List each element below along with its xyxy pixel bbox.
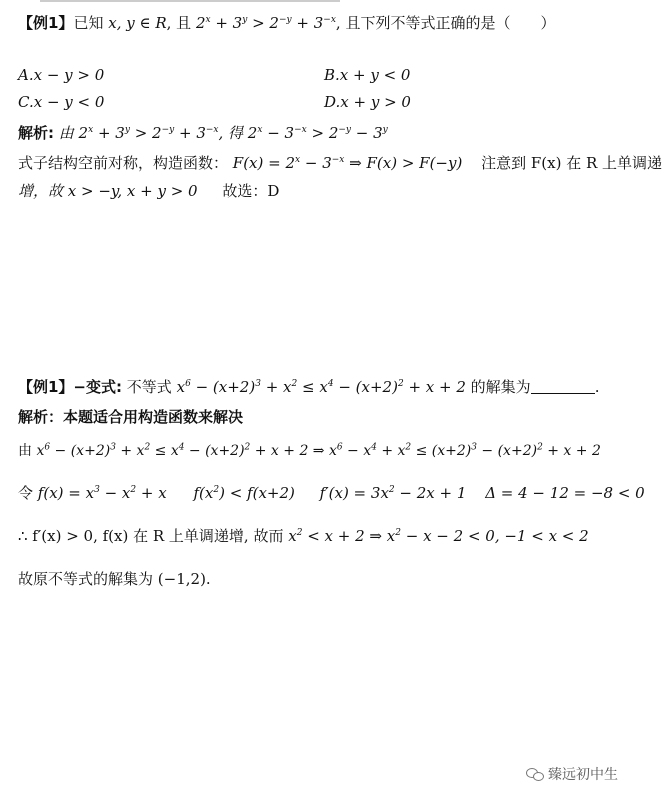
ex1-analysis-line3: 增，故 x > −y, x + y > 0 故选：D [18, 182, 280, 200]
wechat-icon [526, 767, 544, 781]
option-c: C.x − y < 0 [18, 93, 105, 111]
option-d: D.x + y > 0 [324, 93, 411, 111]
answer: 故选：D [222, 182, 280, 200]
ex1v-stem: 【例1】−变式: 不等式 $x^6 - (x+2)^3 + x^2 \le x^4 - (x+2)^2 + x + 2$ 的解集为 . [18, 378, 600, 396]
answer-blank [531, 379, 595, 394]
ex1v-line3: ∴ f′(x) > 0, f(x) 在 R 上单调递增, 故而 $x^2 < x + 2$ ⇒ $x^2 - x - 2 < 0$, −1 < x < 2 [18, 527, 589, 545]
option-a: A.x − y > 0 [18, 66, 105, 84]
ex1-stem: 【例1】已知 x, y ∈ R, 且 $2^x + 3^y > 2^{-y} + 3^{-x}$, 且下列不等式正确的是（ ） [18, 14, 556, 32]
analysis-label: 解析: [18, 124, 54, 142]
ex1v-analysis-heading: 解析：本题适合用构造函数来解决 [18, 408, 244, 426]
watermark: 臻远初中生 [526, 764, 618, 784]
ex1v-line4: 故原不等式的解集为 (−1,2). [18, 570, 211, 588]
option-b: B.x + y < 0 [324, 66, 411, 84]
ex1v-line2: 令 $f(x) = x^3 - x^2 + x$ $f(x^2) < f(x+2) f'(x) = 3x^2 - 2x + 1$ Δ = 4 − 12 = −8 < 0 [18, 484, 645, 502]
ex1-analysis-line1: 解析: 由 $2^x + 3^y > 2^{-y} + 3^{-x}$, 得 $2^x - 3^{-x} > 2^{-y} - 3^y$ [18, 124, 388, 142]
ex1v-line1: 由 $x^6 - (x+2)^3 + x^2 \le x^4 - (x+2)^2 + x + 2$ ⇒ $x^6 - x^4 + x^2 \le (x+2)^3 - (x+2)^2 + x + 2$ [18, 442, 601, 459]
cropped-top-edge [0, 0, 640, 7]
ex1-label: 【例1】 [18, 14, 74, 32]
ex1-analysis-line2: 式子结构空前对称，构造函数： $F(x) = 2^x - 3^{-x}$ ⇒ F(x) > F(−y) 注意到 F(x) 在 R 上单调递 [18, 154, 662, 172]
ex1v-label: 【例1】−变式: [18, 378, 123, 396]
